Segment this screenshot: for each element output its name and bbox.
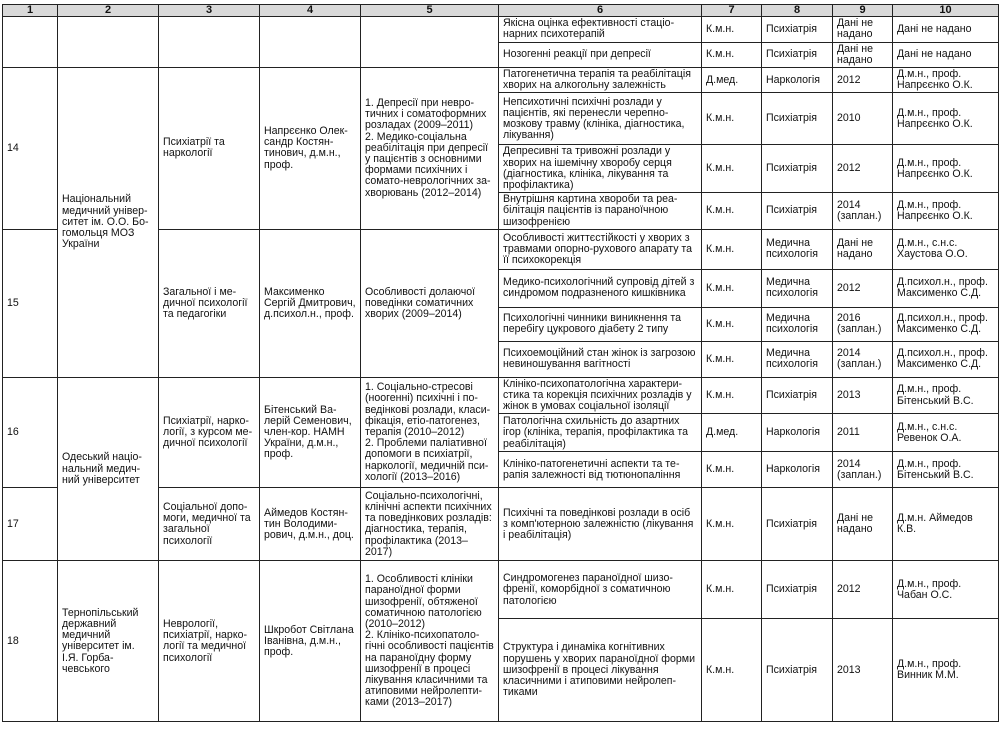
table-row [3,68,999,93]
header-cell: 7 [702,5,762,17]
year-cell: 2012 [833,269,893,307]
dissertation-topic: Внутрішня картина хвороби та реабілітація пацієнтів із параноїчною шизофренією [499,193,702,230]
supervisor-cell: Д.м.н., проф. Бітенський В.С. [893,452,999,488]
supervisor-cell: Д.м.н., проф. Бітенський В.С. [893,377,999,414]
specialty-cell: Психіатрія [762,17,833,42]
supervisor-cell: Д.м.н., проф. Винник М.М. [893,619,999,722]
head-cell: Напрєєнко Олександр Костянтинович, д.м.н., проф. [260,68,361,230]
head-cell: Максименко Сергій Дмитрович, д.психол.н., проф. [260,229,361,377]
degree-cell: К.м.н. [702,377,762,414]
dissertation-topic: Депресивні та тривожні розлади у хворих на ішемічну хворобу серця (діагностика, клініка, лікування та профілактика) [499,145,702,193]
row-number: 14 [3,68,58,230]
themes-cell [361,17,499,68]
table-row [3,561,999,619]
supervisor-cell: Д.м.н. Аймедов К.В. [893,488,999,561]
themes-cell: 1. Соціально-стресові (ноогенні) психічні і поведінкові розлади, класифікація, етіо-патогенез, терапія (2010–2012) 2. Проблеми паліативної допомоги в психіатрії, наркології, медичній психології (2013–2016) [361,377,499,488]
degree-cell: Д.мед. [702,414,762,452]
row-number: 17 [3,488,58,561]
year-cell: 2010 [833,93,893,145]
degree-cell: К.м.н. [702,561,762,619]
row-number: 15 [3,229,58,377]
specialty-cell: Психіатрія [762,488,833,561]
department-cell: Психіатрії, наркології, з курсом медичної психології [159,377,260,488]
header-cell: 1 [3,5,58,17]
degree-cell: К.м.н. [702,269,762,307]
university-cell: Національний медичний університет ім. О.О. Богомольця МОЗ України [58,68,159,378]
dissertation-topic: Медико-психологічний супровід дітей з синдромом подразненого кишківника [499,269,702,307]
supervisor-cell: Д.психол.н., проф. Максименко С.Д. [893,341,999,377]
degree-cell: К.м.н. [702,17,762,42]
year-cell: Дані не надано [833,17,893,42]
table-row [3,377,999,414]
university-cell: Тернопільський державний медичний університет ім. І.Я. Горбачевського [58,561,159,722]
degree-cell: Д.мед. [702,68,762,93]
row-number [3,17,58,68]
specialty-cell: Медична психологія [762,341,833,377]
department-cell [159,17,260,68]
specialty-cell: Медична психологія [762,229,833,269]
dissertation-topic: Клініко-психопатологічна характеристика та корекція психічних розладів у жінок в умовах соціальної ізоляції [499,377,702,414]
dissertation-topic: Якісна оцінка ефективності стаціонарних психотерапій [499,17,702,42]
dissertation-topic: Непсихотичні психічні розлади у пацієнтів, які перенесли черепно-мозкову травму (клініка, діагностика, лікування) [499,93,702,145]
themes-cell: 1. Депресії при невротичних і соматоформних розладах (2009–2011) 2. Медико-соціальна реабілітація при депресії у пацієнтів з основними формами психічних і сомато-неврологічних захворювань (2012–2014) [361,68,499,230]
dissertation-topic: Психологічні чинники виникнення та перебігу цукрового діабету 2 типу [499,307,702,341]
specialty-cell: Наркологія [762,452,833,488]
themes-cell: Особливості долаючої поведінки соматичних хворих (2009–2014) [361,229,499,377]
degree-cell: К.м.н. [702,452,762,488]
dissertation-topic: Психоемоційний стан жінок із загрозою невиношування вагітності [499,341,702,377]
degree-cell: К.м.н. [702,307,762,341]
specialty-cell: Психіатрія [762,145,833,193]
themes-cell: Соціально-психологічні, клінічні аспекти психічних та поведінкових розладів: діагностика, терапія, профілактика (2013–2017) [361,488,499,561]
supervisor-cell: Д.м.н., проф. Напрєєнко О.К. [893,193,999,230]
dissertation-topic: Особливості життєстійкості у хворих з травмами опорно-рухового апарату та її психокорекція [499,229,702,269]
head-cell [260,17,361,68]
head-cell: Аймедов Костянтин Володимирович, д.м.н., доц. [260,488,361,561]
year-cell: 2011 [833,414,893,452]
year-cell: 2012 [833,145,893,193]
table-row [3,17,999,42]
header-row [3,5,999,17]
header-cell: 8 [762,5,833,17]
supervisor-cell: Д.м.н., проф. Чабан О.С. [893,561,999,619]
supervisor-cell: Д.психол.н., проф. Максименко С.Д. [893,269,999,307]
year-cell: 2014 (заплан.) [833,452,893,488]
university-cell: Одеський національний медичний університет [58,377,159,561]
department-cell: Психіатрії та наркології [159,68,260,230]
department-cell: Соціальної допомоги, медичної та загальної психології [159,488,260,561]
dissertation-topic: Патологічна схильність до азартних ігор (клініка, терапія, профілактика та реабілітація) [499,414,702,452]
specialty-cell: Психіатрія [762,193,833,230]
dissertation-topic: Структура і динаміка когнітивних порушень у хворих параноїдної форми шизофренії в процесі лікування класичними і атиповими нейролептиками [499,619,702,722]
specialty-cell: Психіатрія [762,377,833,414]
degree-cell: К.м.н. [702,42,762,67]
specialty-cell: Наркологія [762,68,833,93]
dissertation-topic: Клініко-патогенетичні аспекти та терапія залежності від тютюнопаління [499,452,702,488]
supervisor-cell: Д.м.н., с.н.с. Хаустова О.О. [893,229,999,269]
degree-cell: К.м.н. [702,488,762,561]
supervisor-cell: Д.м.н., проф. Напрєєнко О.К. [893,68,999,93]
supervisor-cell: Д.м.н., проф. Напрєєнко О.К. [893,93,999,145]
year-cell: 2016 (заплан.) [833,307,893,341]
dissertation-topic: Патогенетична терапія та реабілітація хворих на алкогольну залежність [499,68,702,93]
dissertation-topic: Психічні та поведінкові розлади в осіб з комп'ютерною залежністю (лікування і реабілітація) [499,488,702,561]
specialty-cell: Медична психологія [762,307,833,341]
specialty-cell: Психіатрія [762,93,833,145]
department-cell: Неврології, психіатрії, наркології та медичної психології [159,561,260,722]
supervisor-cell: Д.м.н., с.н.с. Ревенок О.А. [893,414,999,452]
head-cell: Бітенський Валерій Семенович, член-кор. НАМН України, д.м.н., проф. [260,377,361,488]
specialty-cell: Психіатрія [762,619,833,722]
supervisor-cell: Д.психол.н., проф. Максименко С.Д. [893,307,999,341]
supervisor-cell: Д.м.н., проф. Напрєєнко О.К. [893,145,999,193]
specialty-cell: Психіатрія [762,42,833,67]
degree-cell: К.м.н. [702,341,762,377]
department-cell: Загальної і медичної психології та педагогіки [159,229,260,377]
specialty-cell: Медична психологія [762,269,833,307]
row-number: 16 [3,377,58,488]
degree-cell: К.м.н. [702,145,762,193]
degree-cell: К.м.н. [702,229,762,269]
university-cell [58,17,159,68]
header-cell: 9 [833,5,893,17]
supervisor-cell: Дані не надано [893,42,999,67]
supervisor-cell: Дані не надано [893,17,999,42]
research-table [2,4,999,722]
dissertation-topic: Нозогенні реакції при депресії [499,42,702,67]
year-cell: Дані не надано [833,42,893,67]
themes-cell: 1. Особливості клініки параноїдної форми шизофренії, обтяженої соматичною патологією (2010–2012) 2. Клініко-психопатологічні особливості пацієнтів на параноїдну форму шизофренії в процесі лікування класичними та атиповими нейролептиками (2013–2017) [361,561,499,722]
specialty-cell: Психіатрія [762,561,833,619]
specialty-cell: Наркологія [762,414,833,452]
year-cell: 2013 [833,619,893,722]
header-cell: 10 [893,5,999,17]
year-cell: Дані не надано [833,229,893,269]
year-cell: 2012 [833,68,893,93]
dissertation-topic: Синдромогенез параноїдної шизофренії, коморбідної з соматичною патологією [499,561,702,619]
degree-cell: К.м.н. [702,93,762,145]
header-cell: 4 [260,5,361,17]
header-cell: 5 [361,5,499,17]
year-cell: 2013 [833,377,893,414]
header-cell: 2 [58,5,159,17]
header-cell: 3 [159,5,260,17]
year-cell: 2014 (заплан.) [833,341,893,377]
header-cell: 6 [499,5,702,17]
year-cell: Дані не надано [833,488,893,561]
row-number: 18 [3,561,58,722]
degree-cell: К.м.н. [702,619,762,722]
year-cell: 2012 [833,561,893,619]
degree-cell: К.м.н. [702,193,762,230]
year-cell: 2014 (заплан.) [833,193,893,230]
head-cell: Шкробот Світлана Іванівна, д.м.н., проф. [260,561,361,722]
